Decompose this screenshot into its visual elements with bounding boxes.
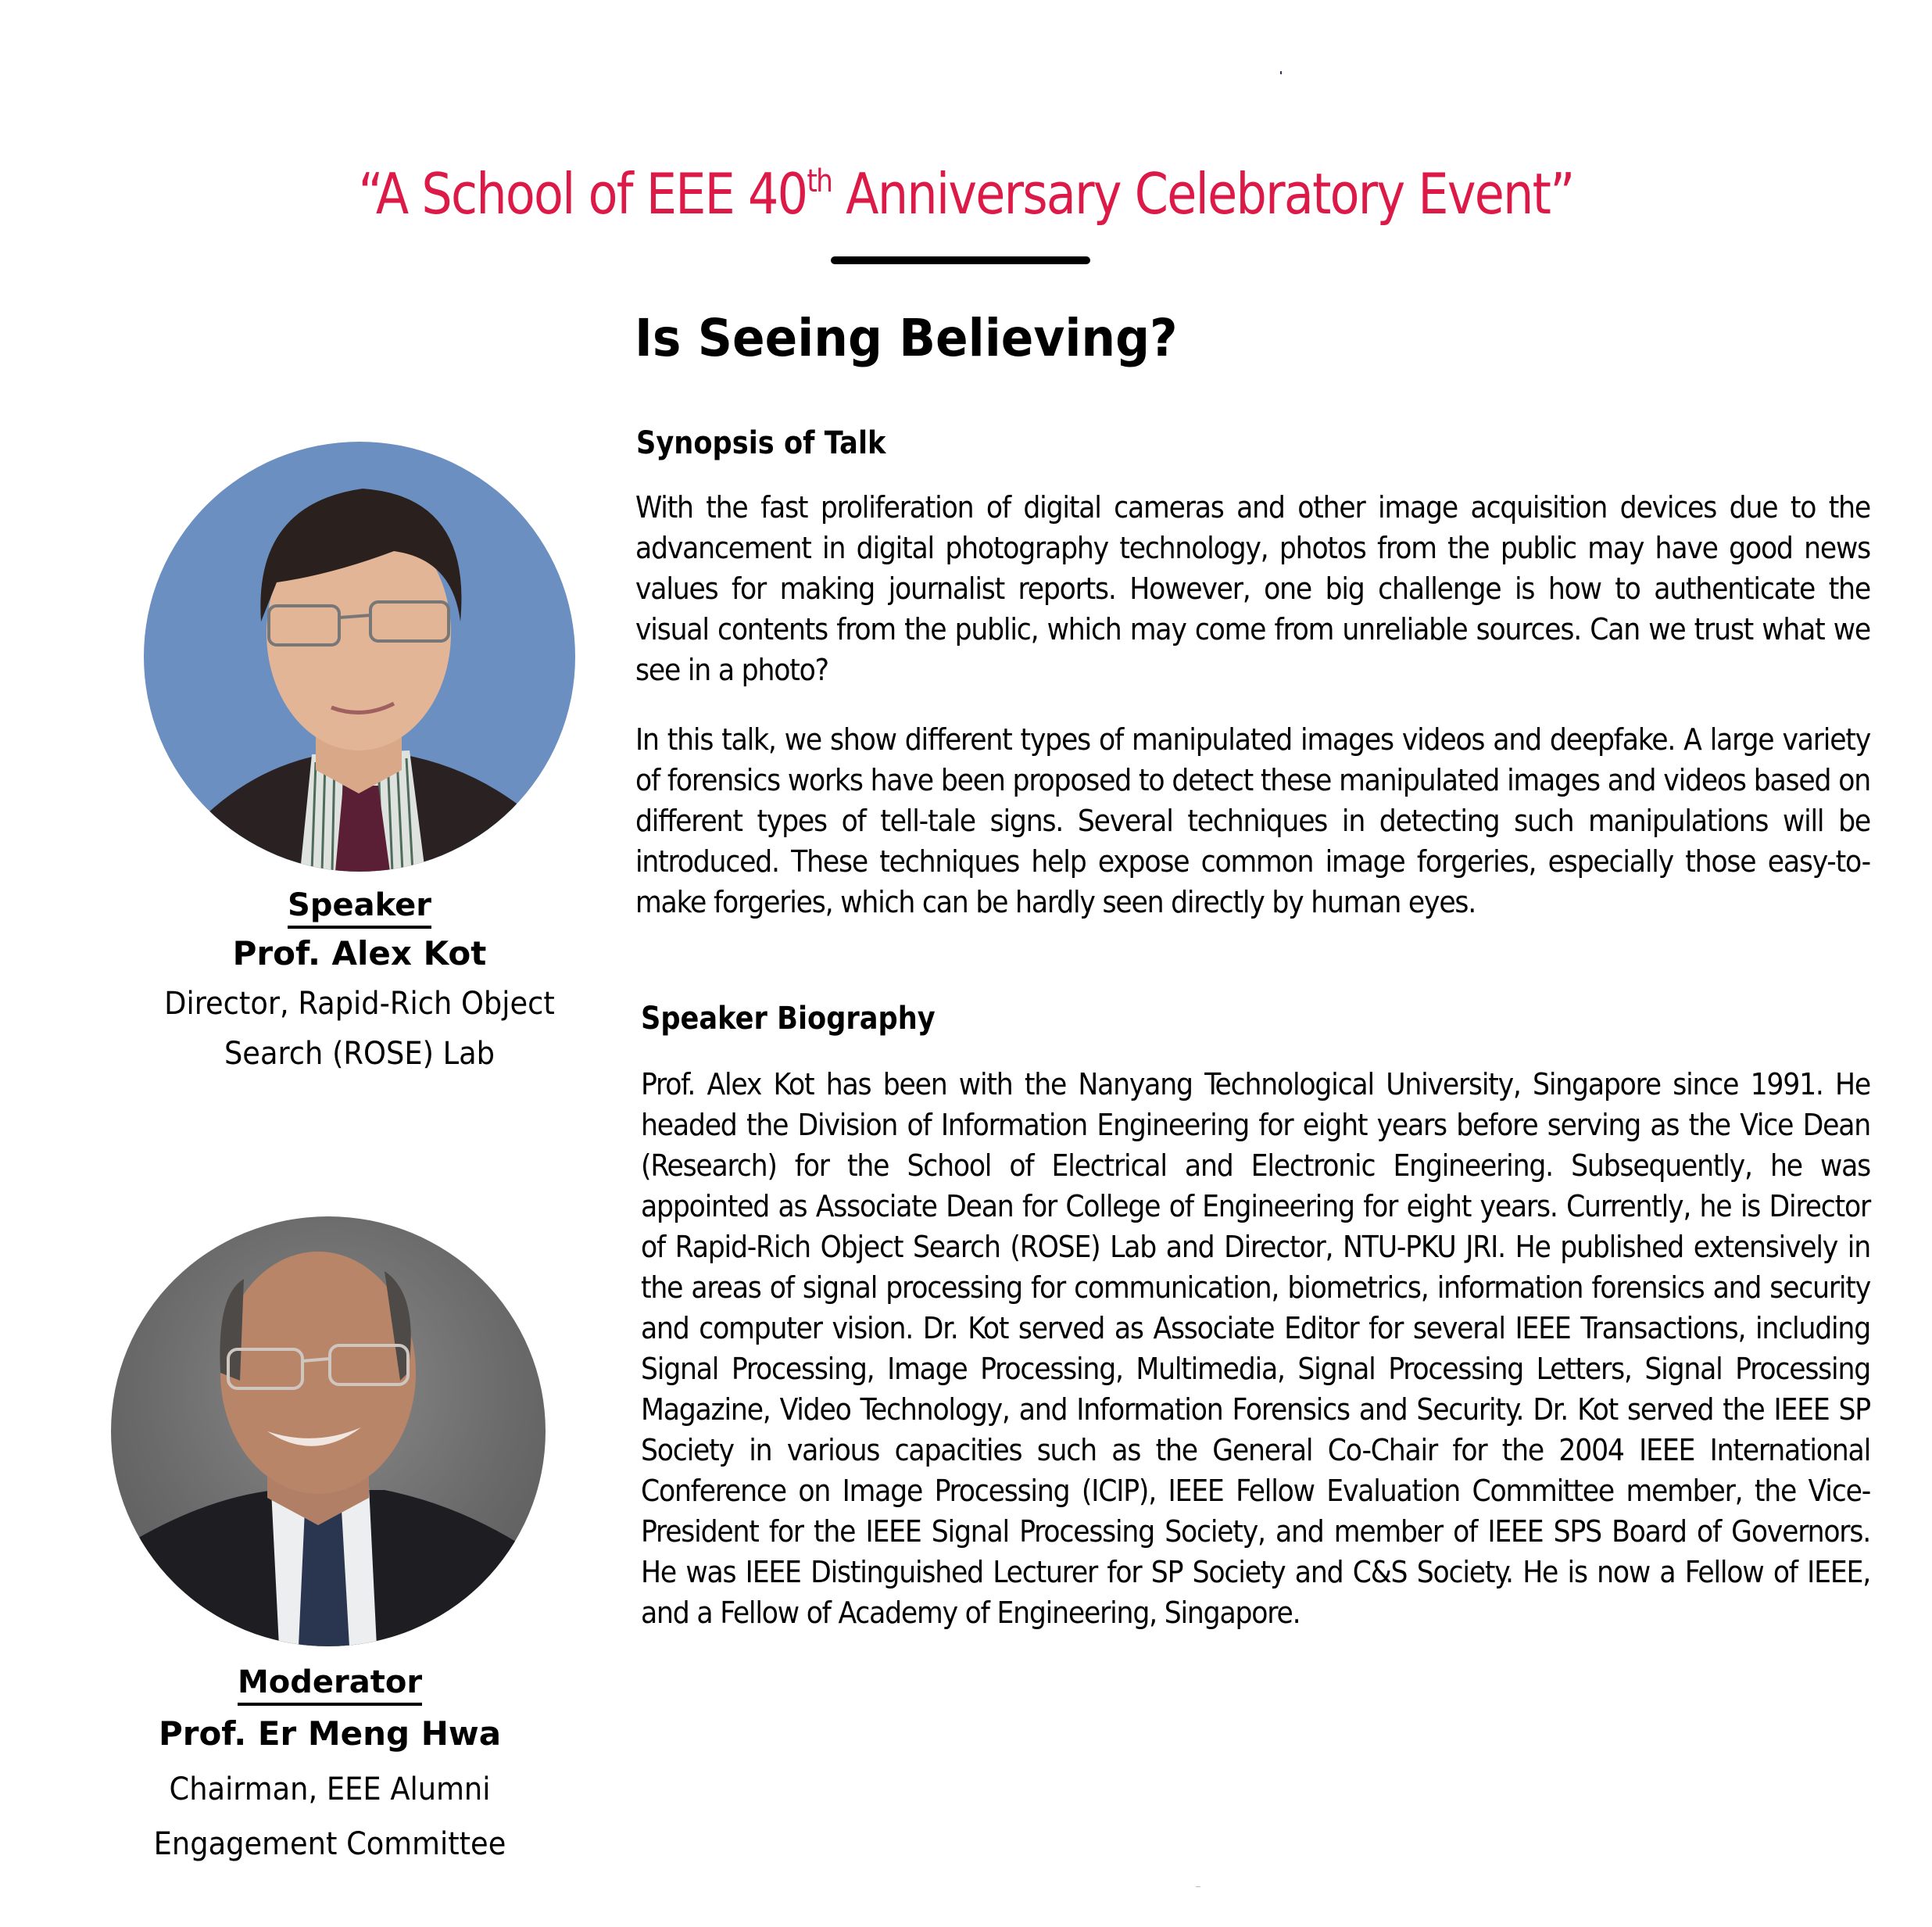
synopsis-heading: Synopsis of Talk bbox=[636, 425, 886, 461]
moderator-portrait-icon bbox=[111, 1216, 546, 1646]
moderator-role-label: Moderator bbox=[238, 1662, 422, 1706]
event-title bbox=[135, 156, 1797, 231]
speaker-role-line-2: Search (ROSE) Lab bbox=[224, 1036, 496, 1072]
speaker-name: Prof. Alex Kot bbox=[232, 934, 487, 972]
scan-artifact bbox=[1280, 71, 1282, 74]
synopsis-paragraph-2: In this talk, we show different types of manipulated images videos and deepfake. A large variety of forensics works have been proposed to detect these manipulated images and videos based on different types of tell-tale signs. Several techniques in detecting such manipulations will be introduced. These techniques help expose common image forgeries, especially those easy-to-make forgeries, which can be hardly seen directly by human eyes. bbox=[635, 722, 1870, 920]
moderator-role-line-1: Chairman, EEE Alumni bbox=[169, 1771, 491, 1807]
moderator-name: Prof. Er Meng Hwa bbox=[158, 1714, 502, 1753]
moderator-role-line-2: Engagement Committee bbox=[153, 1826, 506, 1862]
biography-heading: Speaker Biography bbox=[641, 1001, 936, 1037]
speaker-portrait-icon bbox=[144, 442, 575, 872]
moderator-info bbox=[95, 1662, 564, 1871]
speaker-role-line-1: Director, Rapid-Rich Object bbox=[164, 986, 555, 1022]
event-title-superscript: th bbox=[807, 163, 832, 199]
title-divider bbox=[831, 256, 1090, 264]
event-title-suffix: Anniversary Celebratory Event” bbox=[832, 161, 1574, 227]
talk-title: Is Seeing Believing? bbox=[635, 308, 1178, 368]
moderator-photo bbox=[111, 1216, 546, 1646]
speaker-info bbox=[125, 885, 594, 1079]
biography-paragraph: Prof. Alex Kot has been with the Nanyang Technological University, Singapore since 1991. He headed the Division of Information Engineering for eight years before serving as the Vice Dean (Research) for the School of Electrical and Electronic Engineering. Subsequently, he was appointed as Associate Dean for College of Engineering for eight years. Currently, he is Director of Rapid-Rich Object Search (ROSE) Lab and Director, NTU-PKU JRI. He published extensively in the areas of signal processing for communication, biometrics, information forensics and security and computer vision. Dr. Kot served as Associate Editor for several IEEE Transactions, including Signal Processing, Image Processing, Multimedia, Signal Processing Letters, Signal Processing Magazine, Video Technology, and Information Forensics and Security. Dr. Kot served the IEEE SP Society in various capacities such as the General Co-Chair for the 2004 IEEE International Conference on Image Processing (ICIP), IEEE Fellow Evaluation Committee member, the Vice-President for the IEEE Signal Processing Society, and member of IEEE SPS Board of Governors. He was IEEE Distinguished Lecturer for SP Society and C&S Society. He is now a Fellow of IEEE, and a Fellow of Academy of Engineering, Singapore. bbox=[641, 1067, 1870, 1631]
event-title-prefix: “A School of EEE 40 bbox=[358, 161, 807, 227]
synopsis-paragraph-1: With the fast proliferation of digital cameras and other image acquisition devices due to the advancement in digital photography technology, photos from the public may have good news values for making journalist reports. However, one big challenge is how to authenticate the visual contents from the public, which may come from unreliable sources. Can we trust what we see in a photo? bbox=[635, 490, 1870, 688]
speaker-photo bbox=[144, 442, 575, 872]
speaker-role-label: Speaker bbox=[288, 885, 431, 929]
scan-artifact bbox=[1196, 1886, 1200, 1887]
